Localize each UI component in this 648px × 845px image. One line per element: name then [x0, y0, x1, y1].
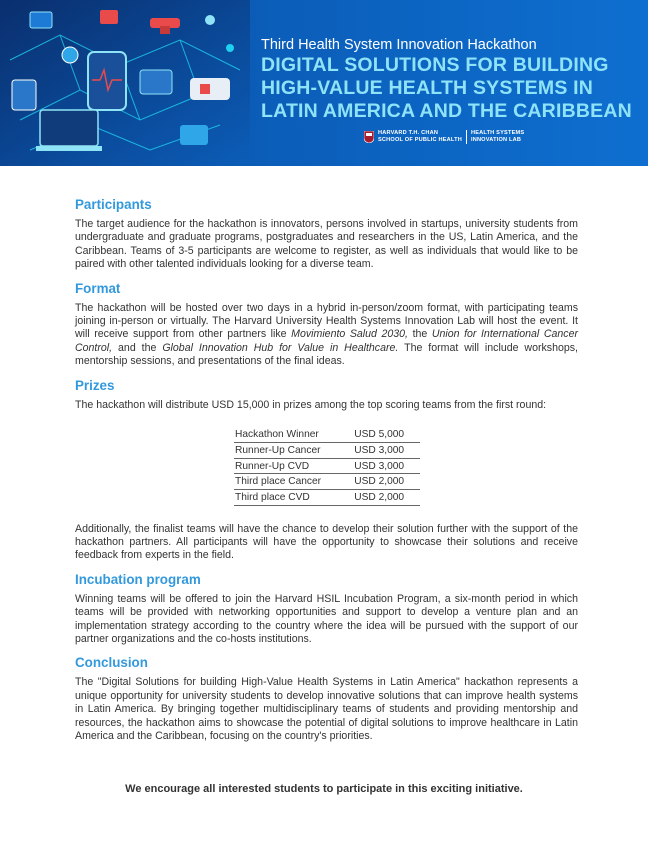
logo-divider [466, 130, 467, 144]
format-heading: Format [75, 280, 121, 296]
participants-heading: Participants [75, 197, 152, 212]
event-title-line-1: DIGITAL SOLUTIONS FOR BUILDING [261, 54, 609, 76]
logo-lab-line-1: HEALTH SYSTEMS [470, 130, 525, 136]
prize-place: Runner-Up Cancer [234, 443, 344, 459]
table-row [234, 427, 420, 443]
format-section [75, 280, 578, 369]
prize-place: Runner-Up CVD [234, 458, 344, 474]
event-title-line-3: LATIN AMERICA AND THE CARIBBEAN [261, 100, 632, 122]
prize-amount: USD 2,000 [344, 489, 420, 505]
participants-section [75, 196, 578, 272]
logo-school-line-1: HARVARD T.H. CHAN [378, 130, 439, 136]
prize-amount: USD 2,000 [344, 474, 420, 490]
prize-amount: USD 3,000 [344, 458, 420, 474]
health-tech-illustration [0, 0, 250, 166]
table-row [234, 443, 420, 459]
event-subtitle: Third Health System Innovation Hackathon [261, 37, 537, 53]
document-body [75, 196, 578, 743]
prizes-intro: The hackathon will distribute USD 15,000 in prizes among the top scoring teams from the first round: [75, 398, 547, 411]
format-text-part-3: and the [112, 341, 163, 354]
prize-amount: USD 3,000 [344, 443, 420, 459]
prizes-heading: Prizes [75, 377, 115, 393]
prizes-section [75, 377, 578, 563]
incubation-text: Winning teams will be offered to join the Harvard HSIL Incubation Program, a six-month period in which teams will be provided with networking opportunities and support to develop a venture plan and an implementation strategy according to the country where the idea will be pursued with the support of our partner organizations and the co-hosts institutions. [75, 592, 578, 645]
prizes-table [234, 427, 420, 505]
banner-text [261, 36, 641, 123]
incubation-section [75, 571, 578, 647]
closing-statement: We encourage all interested students to participate in this exciting initiative. [125, 783, 523, 795]
logo-school-line-2: SCHOOL OF PUBLIC HEALTH [378, 137, 462, 143]
partner-uicc: Union for International Cancer Control, [75, 328, 578, 354]
logo-lab [471, 130, 524, 144]
event-title-line-2: HIGH-VALUE HEALTH SYSTEMS IN [261, 77, 594, 99]
conclusion-text: The "Digital Solutions for building High-Value Health Systems in Latin America" hackathon represents a unique opportunity for university students to develop innovative solutions that can improve health systems in Latin America. By bringing together multidisciplinary teams of students and providing mentorship and resources, the hackathon aims to showcase the potential of digital solutions to improve healthcare in Latin America and the Caribbean, focusing on the country's priorities. [75, 676, 578, 742]
header-banner [0, 0, 648, 166]
logo-school [378, 130, 462, 144]
table-row [234, 489, 420, 505]
logo-lab-line-2: INNOVATION LAB [470, 137, 522, 143]
format-text-part-4: The format will include workshops, mentorship sessions, and presentations of the final ideas. [75, 341, 579, 368]
conclusion-section [75, 654, 578, 743]
prize-place: Third place Cancer [234, 474, 344, 490]
partner-movimiento-salud: Movimiento Salud 2030, [291, 328, 409, 341]
harvard-shield-icon [364, 131, 374, 143]
format-text [75, 302, 578, 369]
table-row [234, 458, 420, 474]
format-text-part-1: The hackathon will be hosted over two days in a hybrid in-person/zoom format, with participating teams joining in-person or virtually. The Harvard University Health Systems Innovation Lab will host the event. It will receive support from other partners like [75, 301, 578, 341]
conclusion-heading: Conclusion [75, 655, 148, 671]
prizes-after-text: Additionally, the finalist teams will have the chance to develop their solution further with the support of the hackathon partners. All participants will have the opportunity to showcase their solutions and receive feedback from experts in the field. [75, 522, 578, 562]
incubation-heading: Incubation program [75, 571, 201, 587]
prize-place: Hackathon Winner [234, 427, 344, 443]
format-text-part-2: the [408, 328, 432, 341]
prize-place: Third place CVD [234, 489, 344, 505]
participants-text: The target audience for the hackathon is innovators, persons involved in startups, university students from undergraduate and graduate programs, postgraduates and researchers in the US, Latin America, and the Caribbean. Teams of 3-5 participants are welcome to register, as well as individuals that would like to be paired with other talented individuals looking for a diverse team. [75, 218, 578, 271]
partner-global-innovation-hub: Global Innovation Hub for Value in Healthcare. [162, 341, 399, 354]
table-row [234, 474, 420, 490]
prize-amount: USD 5,000 [344, 427, 420, 443]
harvard-logo [364, 130, 524, 144]
